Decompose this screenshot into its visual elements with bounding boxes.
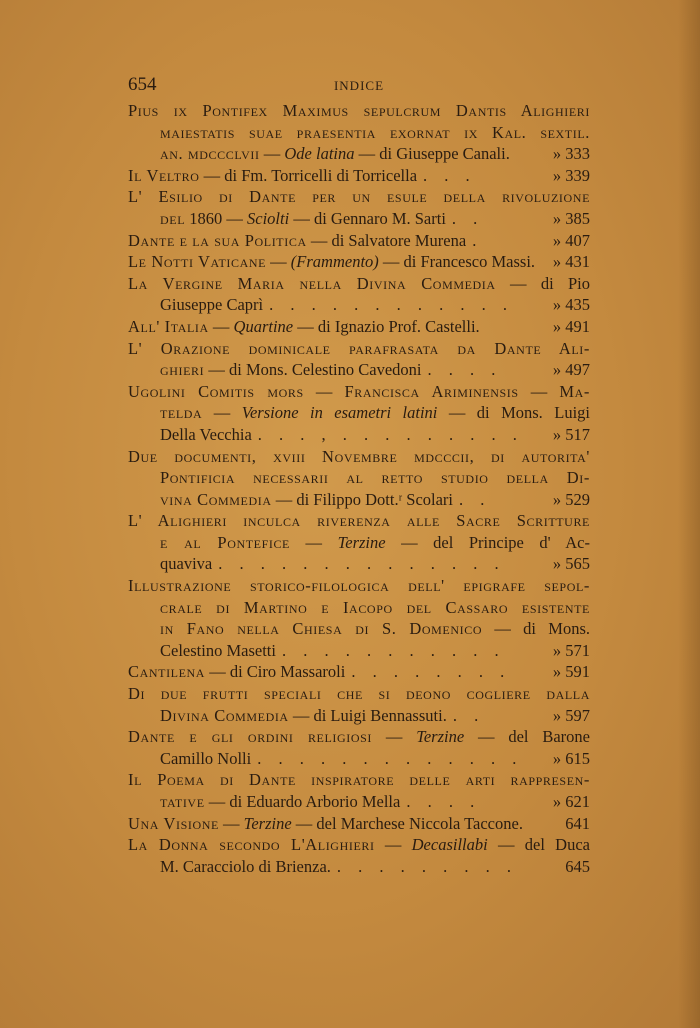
- toc-page-number: » 491: [552, 316, 590, 336]
- toc-entry-line: [128, 359, 590, 381]
- toc-genre: Quartine: [233, 316, 294, 336]
- toc-page-number: » 435: [552, 295, 590, 315]
- toc-title: Una Visione: [128, 813, 219, 833]
- toc-entry-line: [128, 446, 590, 468]
- toc-entry-text: [160, 424, 252, 446]
- toc-title: Dante e la sua Politica: [128, 230, 307, 250]
- toc-entry-text: [160, 489, 453, 511]
- toc-entry-line: [128, 489, 590, 511]
- toc-entry-text: [128, 727, 590, 746]
- toc-entry: [128, 813, 590, 835]
- toc-entry: [128, 834, 590, 877]
- dot-leader: . .: [459, 489, 491, 509]
- toc-entry-line: [128, 402, 590, 424]
- toc-genre: Terzine: [416, 727, 465, 747]
- toc-entry-line: [128, 122, 590, 144]
- toc-title: Di due frutti speciali che si deono cogliere dalla: [128, 684, 590, 704]
- toc-title: L' Esilio di Dante per un esule della rivoluzione: [128, 187, 590, 207]
- toc-title: Pius ix Pontifex Maximus sepulcrum Dantis Alighieri: [128, 101, 590, 120]
- toc-entry: [128, 575, 590, 661]
- toc-entry: [128, 446, 590, 511]
- dot-leader: . . . .: [427, 360, 502, 380]
- toc-title: La Vergine Maria nella Divina Commedia: [128, 273, 496, 293]
- page-number: 654: [128, 74, 157, 95]
- toc-title: La Donna secondo L'Alighieri: [128, 835, 375, 855]
- toc-entry-text: [160, 143, 510, 165]
- toc-entry-text: [160, 294, 263, 316]
- toc-title: an. mdccclvii: [160, 144, 260, 164]
- toc-title: Pontificia necessarii al retto studio della Di-: [160, 468, 590, 488]
- toc-entry-line: [128, 834, 590, 856]
- toc-text: — del Marchese Niccola Taccone.: [291, 813, 523, 833]
- toc-text: —: [208, 316, 234, 336]
- toc-entry-line: [128, 316, 590, 338]
- toc-entry-text: [160, 791, 400, 813]
- toc-entry-line: [128, 618, 590, 640]
- toc-text: — del Principe d' Ac-: [385, 532, 590, 552]
- toc-genre: Decasillabi: [411, 835, 488, 855]
- toc-entry-line: [128, 661, 590, 683]
- toc-title: maiestatis suae praesentia exornat ix Kal. sextil.: [160, 122, 590, 142]
- toc-entry-text: [128, 251, 535, 273]
- toc-page-number: » 621: [552, 792, 590, 811]
- dot-leader: . . . .: [406, 792, 481, 811]
- toc-text: —: [259, 144, 285, 164]
- toc-genre: Ode latina: [284, 144, 355, 164]
- toc-title: ghieri: [160, 360, 205, 380]
- toc-entry-line: [128, 640, 590, 662]
- toc-entry: [128, 510, 590, 575]
- toc-entry-text: [160, 598, 590, 617]
- toc-entry: [128, 100, 590, 165]
- dot-leader: .: [472, 230, 483, 250]
- dot-leader: . . . . . . . . . . . . . .: [218, 554, 506, 574]
- toc-entry-text: [128, 230, 466, 252]
- page-edge-shadow: [678, 0, 700, 1028]
- toc-genre: (Frammento): [290, 252, 379, 272]
- toc-entry: [128, 769, 590, 812]
- toc-entry-line: [128, 597, 590, 619]
- toc-entry-text: [128, 316, 480, 338]
- toc-title: in Fano nella Chiesa di S. Domenico: [160, 619, 483, 639]
- toc-entry-text: [128, 511, 590, 530]
- running-title: INDICE: [333, 78, 385, 93]
- dot-leader: . . .: [423, 165, 477, 185]
- toc-entry-line: [128, 575, 590, 597]
- toc-entry-text: [160, 640, 276, 662]
- toc-entry-text: [128, 274, 590, 293]
- toc-text: — di Eduardo Arborio Mella: [204, 792, 401, 811]
- toc-entry-line: [128, 424, 590, 446]
- toc-entry-text: [128, 187, 590, 206]
- running-header: [128, 74, 590, 98]
- toc-text: — di Luigi Bennassuti.: [288, 705, 447, 725]
- toc-entry-text: [128, 382, 590, 401]
- toc-entry-line: [128, 553, 590, 575]
- toc-text: — di Francesco Massi.: [378, 252, 536, 272]
- toc-page-number: » 529: [552, 489, 590, 509]
- toc-title: Due documenti, xviii Novembre mdcccii, di autorita': [128, 446, 590, 466]
- toc-page-number: » 333: [552, 144, 590, 164]
- toc-entry-line: [128, 294, 590, 316]
- toc-entry-line: [128, 683, 590, 705]
- toc-entry-text: [160, 468, 590, 487]
- toc-entry-text: [128, 813, 523, 835]
- toc-entry-text: [128, 165, 417, 187]
- toc-text: Celestino Masetti: [160, 640, 276, 660]
- toc-entry-line: [128, 381, 590, 403]
- toc-entry: [128, 726, 590, 769]
- toc-entry-line: [128, 532, 590, 554]
- toc-text: 1860 —: [185, 208, 248, 228]
- toc-entry: [128, 186, 590, 229]
- table-of-contents: [128, 100, 590, 877]
- toc-entry-line: [128, 100, 590, 122]
- toc-entry-line: [128, 143, 590, 165]
- toc-entry: [128, 381, 590, 446]
- toc-entry-text: [160, 533, 590, 552]
- toc-title: L' Alighieri inculca riverenza alle Sacre Scritture: [128, 511, 590, 531]
- toc-title: Dante e gli ordini religiosi: [128, 727, 373, 747]
- toc-entry-text: [160, 553, 212, 575]
- toc-entry-line: [128, 705, 590, 727]
- dot-leader: . . . . . . . . . . . .: [269, 295, 514, 315]
- toc-entry-line: [128, 338, 590, 360]
- toc-entry-line: [128, 791, 590, 813]
- toc-entry-text: [160, 123, 590, 142]
- toc-entry-line: [128, 748, 590, 770]
- toc-text: —: [290, 532, 338, 552]
- toc-text: —: [266, 252, 291, 272]
- toc-entry: [128, 316, 590, 338]
- toc-entry: [128, 165, 590, 187]
- toc-entry-line: [128, 467, 590, 489]
- dot-leader: . . . . . . . .: [351, 662, 511, 682]
- toc-text: —: [374, 835, 412, 855]
- toc-genre: Terzine: [337, 532, 386, 552]
- toc-genre: Terzine: [243, 813, 292, 833]
- toc-entry-text: [128, 661, 345, 683]
- toc-entry-line: [128, 273, 590, 295]
- toc-text: — di Mons. Luigi: [437, 403, 590, 423]
- toc-text: —: [518, 381, 560, 401]
- toc-title: tative: [160, 792, 205, 811]
- toc-text: — di Mons. Celestino Cavedoni: [204, 360, 422, 380]
- toc-title: Francisca Ariminensis: [344, 381, 519, 401]
- toc-title: vina Commedia: [160, 489, 272, 509]
- dot-leader: . . . . . . . . . . .: [281, 640, 506, 660]
- toc-title: All' Italia: [128, 316, 209, 336]
- toc-text: —: [202, 403, 242, 423]
- toc-page-number: » 597: [552, 705, 590, 725]
- toc-entry-text: [128, 339, 590, 358]
- toc-entry-line: [128, 726, 590, 748]
- toc-text: Della Vecchia: [160, 424, 252, 444]
- toc-page-number: 641: [565, 813, 590, 833]
- toc-entry-line: [128, 251, 590, 273]
- toc-entry-text: [160, 208, 446, 230]
- toc-page-number: » 615: [552, 748, 590, 768]
- toc-entry-text: [128, 770, 590, 789]
- toc-entry-text: [128, 684, 590, 703]
- toc-entry-line: [128, 510, 590, 532]
- toc-entry-text: [128, 447, 590, 466]
- toc-page-number: » 565: [552, 554, 590, 574]
- toc-entry-text: [160, 705, 447, 727]
- toc-text: — di Fm. Torricelli di Torricella: [199, 165, 418, 185]
- toc-entry: [128, 338, 590, 381]
- toc-page-number: » 431: [552, 252, 590, 272]
- dot-leader: . . . . . . . . . . . . .: [257, 748, 523, 768]
- toc-title: e al Pontefice: [160, 532, 290, 552]
- toc-page-number: » 517: [552, 424, 590, 444]
- toc-title: Illustrazione storico-filologica dell' epigrafe sepol-: [128, 576, 590, 596]
- toc-entry-line: [128, 165, 590, 187]
- toc-title: Divina Commedia: [160, 705, 289, 725]
- toc-page-number: » 385: [552, 208, 590, 228]
- toc-entry-text: [160, 359, 422, 381]
- toc-text: — di Ciro Massaroli: [205, 662, 346, 682]
- toc-entry-text: [160, 403, 590, 422]
- toc-entry-text: [160, 619, 590, 638]
- toc-page-number: » 571: [552, 640, 590, 660]
- toc-title: Le Notti Vaticane: [128, 252, 267, 272]
- toc-text: — di Salvatore Murena: [306, 230, 467, 250]
- toc-text: — del Barone: [464, 727, 590, 747]
- toc-entry-line: [128, 230, 590, 252]
- toc-page-number: » 407: [552, 230, 590, 250]
- toc-text: — di Ignazio Prof. Castelli.: [293, 316, 480, 336]
- dot-leader: . . . . . . . . .: [336, 856, 518, 876]
- toc-entry-line: [128, 186, 590, 208]
- toc-text: Giuseppe Caprì: [160, 295, 264, 315]
- toc-text: —: [218, 813, 244, 833]
- toc-text: — di Pio: [495, 273, 590, 293]
- toc-entry: [128, 251, 590, 273]
- toc-page-number: » 497: [552, 360, 590, 380]
- toc-entry-line: [128, 813, 590, 835]
- toc-entry-line: [128, 856, 590, 878]
- toc-entry-text: [128, 576, 590, 595]
- toc-page-number: » 339: [552, 165, 590, 185]
- toc-title: crale di Martino e Iacopo del Cassaro esistente: [160, 597, 590, 617]
- toc-genre: Versione in esametri latini: [241, 403, 438, 423]
- toc-entry: [128, 230, 590, 252]
- toc-title: Il Poema di Dante inspiratore delle arti rappresen-: [128, 770, 590, 790]
- toc-entry: [128, 273, 590, 316]
- dot-leader: . . . , . . . . . . . . .: [257, 424, 524, 444]
- toc-page-number: » 591: [552, 662, 590, 682]
- toc-text: quaviva: [160, 554, 213, 574]
- toc-entry: [128, 661, 590, 683]
- dot-leader: . .: [451, 208, 484, 228]
- toc-text: — di Mons.: [482, 619, 590, 639]
- toc-entry-line: [128, 769, 590, 791]
- toc-text: — di Filippo Dott.ʳ Scolari: [271, 489, 454, 509]
- toc-entry-text: [160, 856, 331, 878]
- toc-text: —: [303, 381, 345, 401]
- toc-entry-text: [160, 748, 251, 770]
- toc-text: —: [372, 727, 417, 747]
- toc-page-number: 645: [565, 856, 590, 876]
- toc-title: Ma-: [559, 381, 590, 401]
- toc-text: Camillo Nolli: [160, 748, 252, 768]
- toc-title: Ugolini Comitis mors: [128, 381, 304, 401]
- toc-text: — di Gennaro M. Sarti: [289, 208, 446, 228]
- toc-text: — di Giuseppe Canali.: [354, 144, 510, 164]
- toc-text: M. Caracciolo di Brienza.: [160, 856, 331, 876]
- toc-title: L' Orazione dominicale parafrasata da Dante Ali-: [128, 338, 590, 358]
- toc-text: — del Duca: [487, 835, 590, 855]
- toc-entry-text: [128, 835, 590, 854]
- toc-title: Il Veltro: [128, 165, 200, 185]
- toc-title: Cantilena: [128, 662, 206, 682]
- toc-title: del: [160, 208, 186, 228]
- toc-entry-line: [128, 208, 590, 230]
- toc-entry: [128, 683, 590, 726]
- toc-entry-text: [128, 101, 590, 120]
- toc-title: telda: [160, 403, 203, 423]
- toc-genre: Sciolti: [247, 208, 290, 228]
- dot-leader: . .: [452, 705, 485, 725]
